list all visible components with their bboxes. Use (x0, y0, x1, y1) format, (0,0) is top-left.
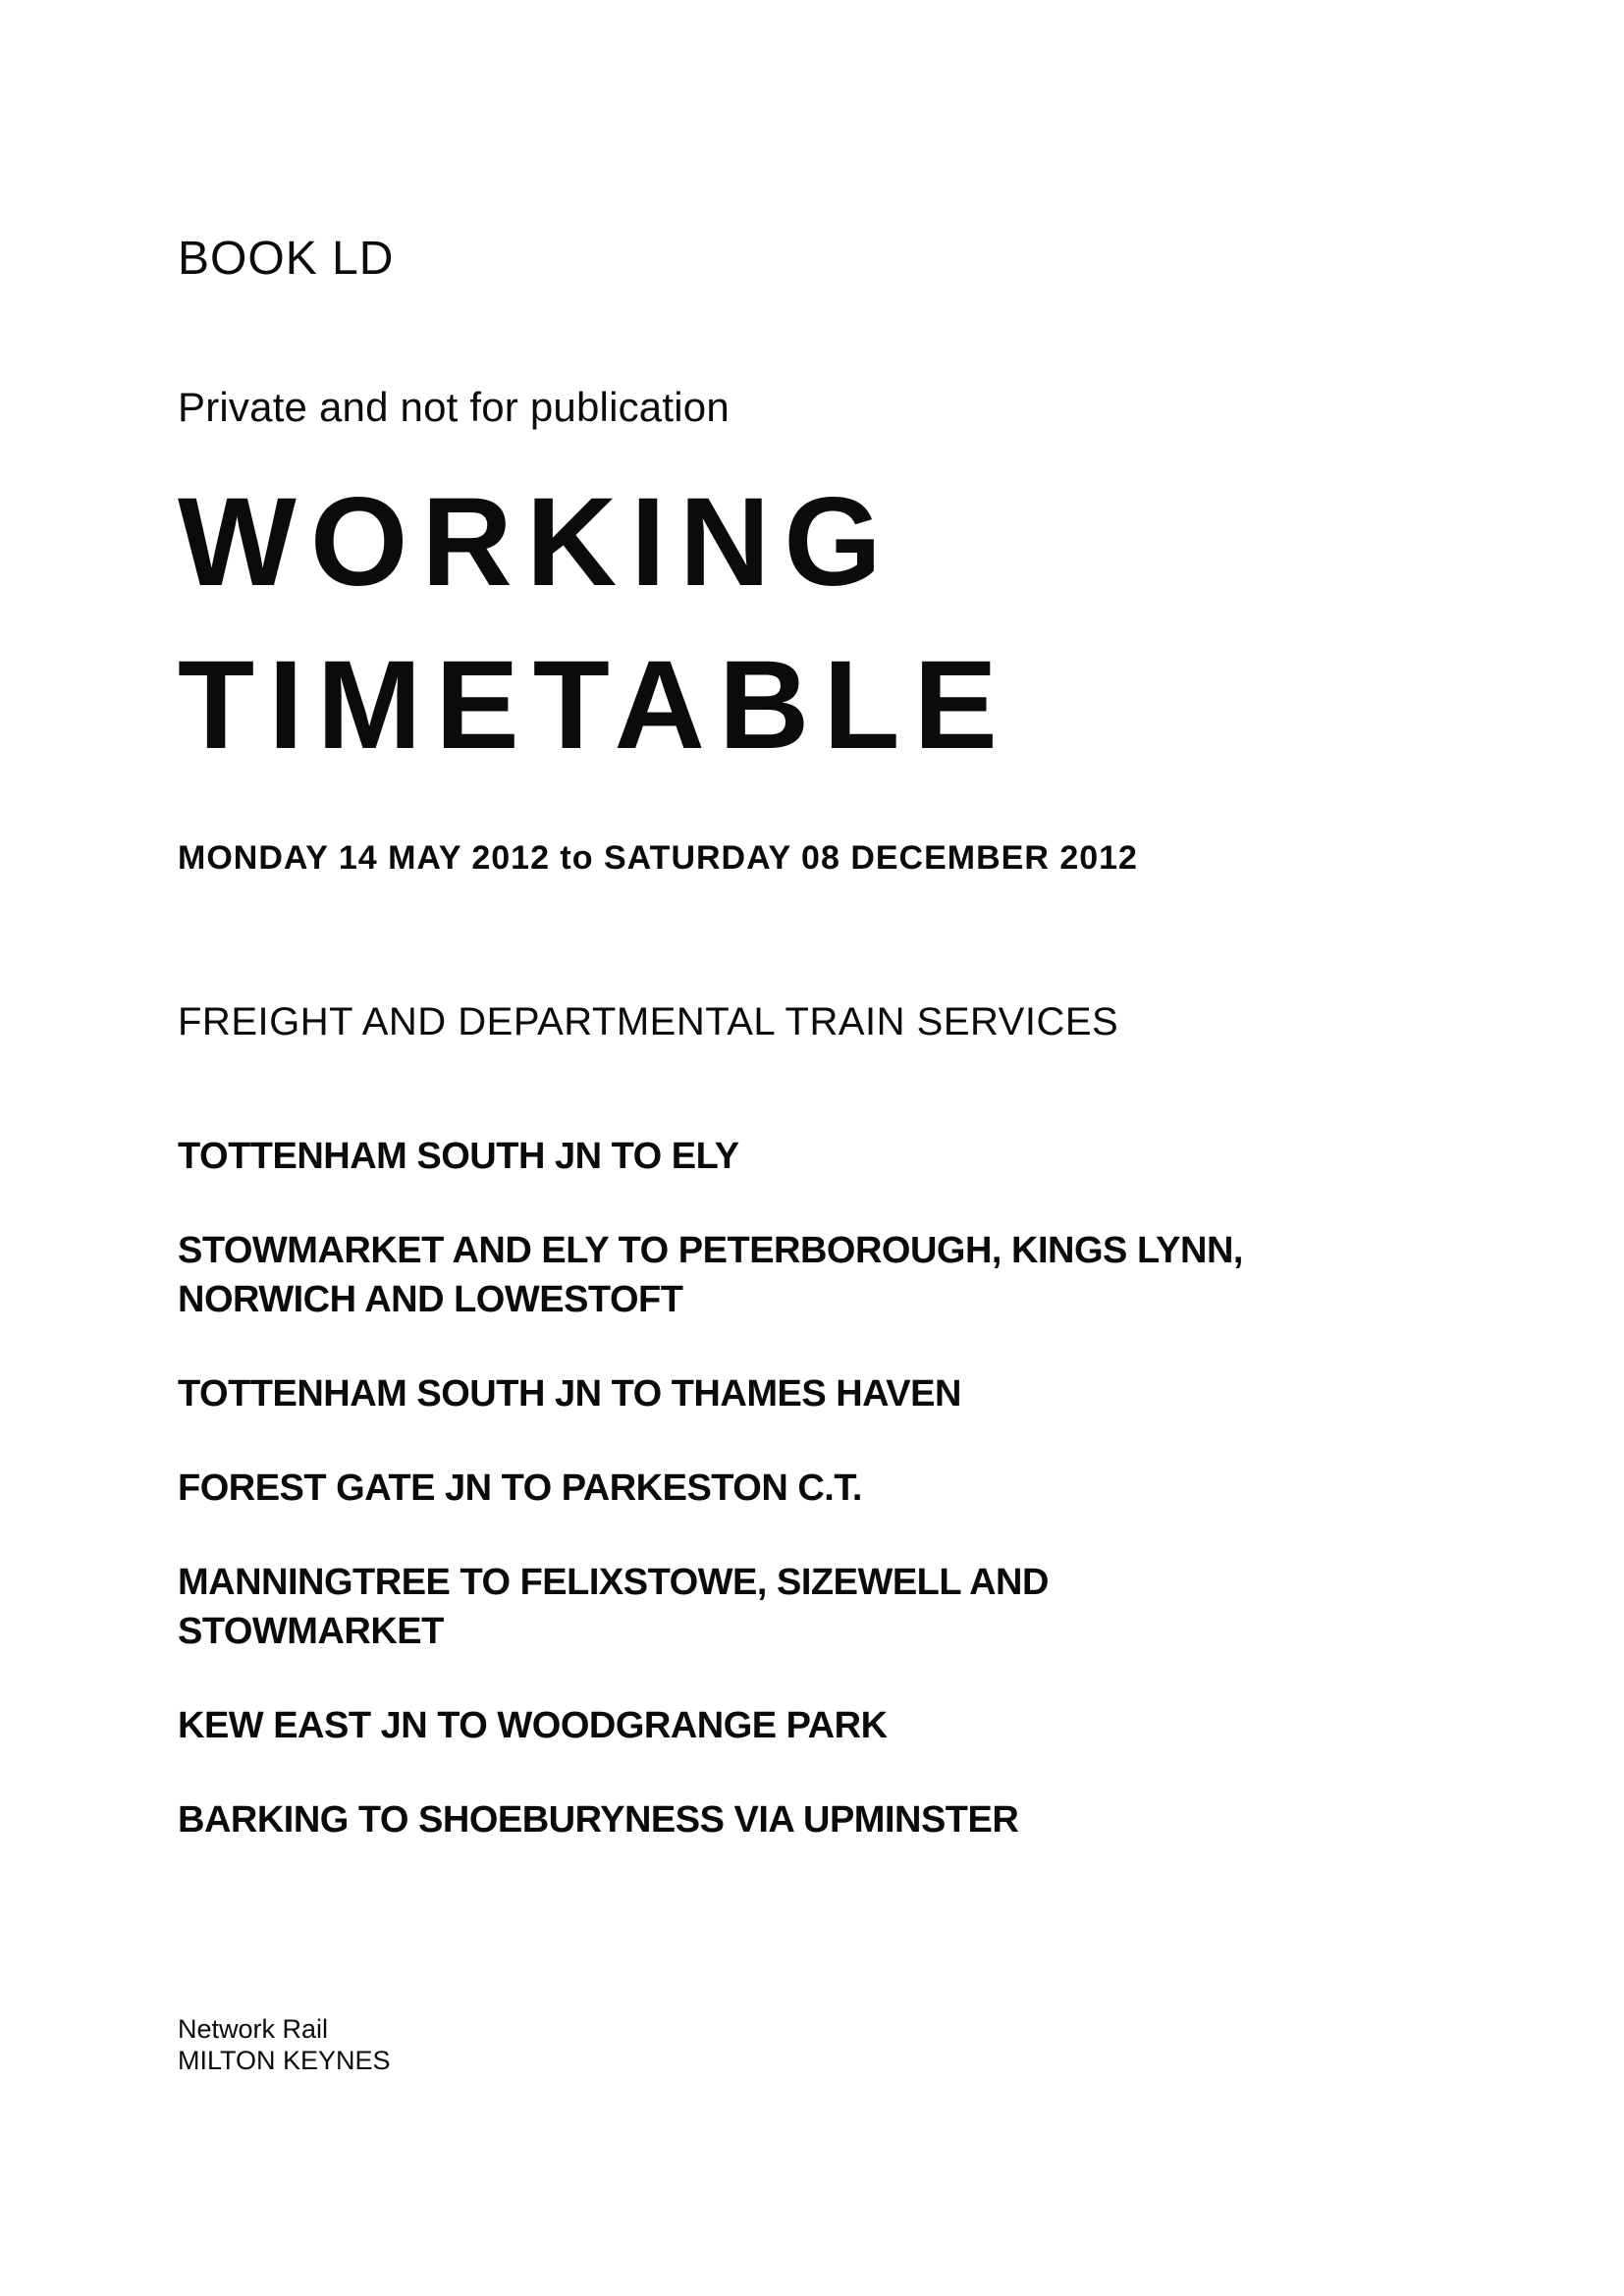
route-item (178, 1558, 1415, 1656)
route-line: NORWICH AND LOWESTOFT (178, 1279, 683, 1320)
route-item (178, 1369, 1415, 1418)
route-item (178, 1701, 1415, 1750)
route-line: KEW EAST JN TO WOODGRANGE PARK (178, 1705, 888, 1746)
route-item (178, 1226, 1415, 1324)
book-label: BOOK LD (178, 233, 395, 285)
publisher-block (178, 2013, 391, 2076)
page-title-line-1: WORKING (178, 472, 895, 613)
route-item (178, 1795, 1415, 1844)
privacy-notice: Private and not for publication (178, 384, 730, 430)
route-line: TOTTENHAM SOUTH JN TO ELY (178, 1136, 739, 1177)
page-title (178, 461, 1011, 787)
route-line: FOREST GATE JN TO PARKESTON C.T. (178, 1468, 862, 1509)
validity-date-range: MONDAY 14 MAY 2012 to SATURDAY 08 DECEMBER 2012 (178, 839, 1138, 877)
route-line: STOWMARKET (178, 1611, 444, 1652)
publisher-location: MILTON KEYNES (178, 2046, 391, 2075)
publisher-name: Network Rail (178, 2014, 329, 2044)
route-item (178, 1132, 1415, 1181)
page-title-line-2: TIMETABLE (178, 635, 1011, 775)
route-line: TOTTENHAM SOUTH JN TO THAMES HAVEN (178, 1373, 961, 1415)
route-line: MANNINGTREE TO FELIXSTOWE, SIZEWELL AND (178, 1562, 1049, 1603)
route-line: STOWMARKET AND ELY TO PETERBOROUGH, KINGS LYNN, (178, 1230, 1243, 1271)
route-item (178, 1464, 1415, 1513)
route-list (178, 1132, 1415, 1890)
route-line: BARKING TO SHOEBURYNESS VIA UPMINSTER (178, 1799, 1019, 1841)
services-subtitle: FREIGHT AND DEPARTMENTAL TRAIN SERVICES (178, 1000, 1119, 1043)
